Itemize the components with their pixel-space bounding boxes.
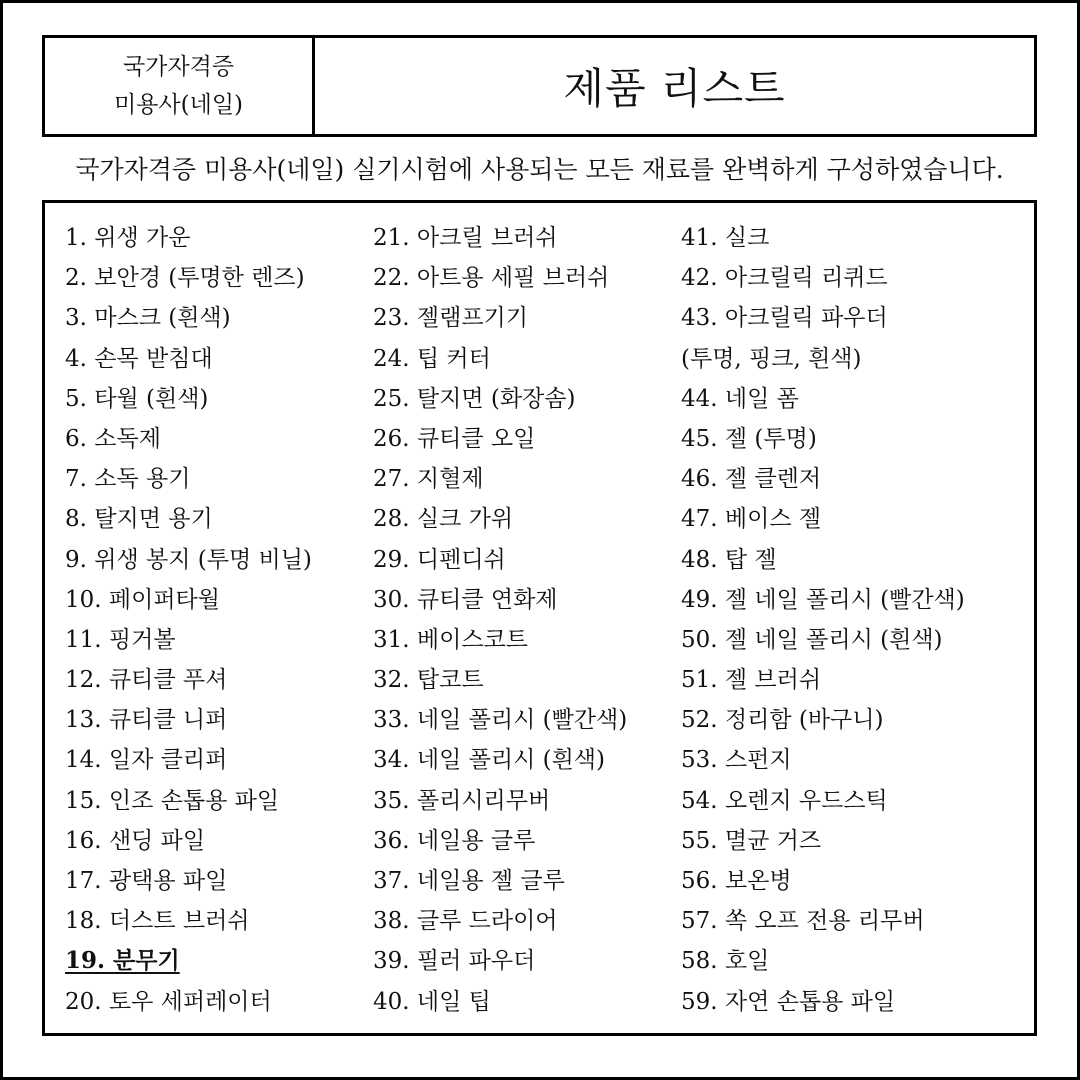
list-item: 12. 큐티클 푸셔 (65, 667, 228, 694)
list-item: 58. 호일 (681, 948, 770, 975)
list-item: 8. 탈지면 용기 (65, 506, 213, 533)
list-item: 31. 베이스코트 (373, 626, 528, 653)
list-item: 50. 젤 네일 폴리시 (흰색) (681, 626, 943, 653)
list-item: 37. 네일용 젤 글루 (373, 868, 565, 894)
list-item: 55. 멸균 거즈 (681, 827, 822, 854)
list-item: 28. 실크 가위 (373, 506, 514, 533)
list-item: 46. 젤 클렌저 (681, 466, 822, 493)
list-item: 47. 베이스 젤 (681, 506, 822, 533)
list-item: 24. 팁 커터 (373, 345, 491, 372)
list-item: 33. 네일 폴리시 (빨간색) (373, 707, 628, 734)
list-item: 32. 탑코트 (373, 667, 484, 694)
highlighted-list-item: 19. 분무기 (65, 947, 180, 975)
cert-line-1: 국가자격증 (122, 54, 235, 80)
list-item: 35. 폴리시리무버 (373, 787, 551, 814)
list-item: 53. 스펀지 (681, 747, 792, 774)
list-item: 4. 손목 받침대 (65, 345, 213, 372)
product-list (42, 200, 1037, 1036)
product-column-1 (65, 218, 365, 1022)
list-item: 42. 아크릴릭 리퀴드 (681, 265, 888, 292)
list-item: 49. 젤 네일 폴리시 (빨간색) (681, 586, 965, 613)
list-item: 34. 네일 폴리시 (흰색) (373, 747, 605, 774)
list-item: 26. 큐티클 오일 (373, 425, 536, 452)
product-column-2 (373, 218, 678, 1022)
list-item: 14. 일자 클리퍼 (65, 747, 228, 774)
list-item: 3. 마스크 (흰색) (65, 305, 231, 332)
list-item: 11. 핑거볼 (65, 626, 176, 653)
list-item: 43. 아크릴릭 파우더 (681, 305, 888, 332)
cert-line-2: 미용사(네일) (113, 92, 244, 118)
list-item: 23. 젤램프기기 (373, 305, 528, 332)
list-item: 29. 디펜디쉬 (373, 546, 506, 573)
list-item: 30. 큐티클 연화제 (373, 586, 558, 613)
list-item: 48. 탑 젤 (681, 546, 777, 573)
list-item-continuation: (투명, 핑크, 흰색) (681, 345, 862, 372)
list-item: 59. 자연 손톱용 파일 (681, 988, 896, 1015)
page-subtitle: 국가자격증 미용사(네일) 실기시험에 사용되는 모든 재료를 완벽하게 구성하였습니다. (75, 155, 1004, 184)
list-item: 17. 광택용 파일 (65, 868, 228, 894)
list-item: 22. 아트용 세필 브러쉬 (373, 265, 610, 292)
list-item: 36. 네일용 글루 (373, 827, 536, 854)
list-item: 52. 정리함 (바구니) (681, 707, 884, 734)
list-item: 7. 소독 용기 (65, 466, 191, 493)
list-item: 16. 샌딩 파일 (65, 827, 206, 854)
list-item: 9. 위생 봉지 (투명 비닐) (65, 546, 312, 573)
list-item: 54. 오렌지 우드스틱 (681, 787, 888, 814)
list-item: 2. 보안경 (투명한 렌즈) (65, 265, 305, 292)
list-item: 39. 필러 파우더 (373, 948, 536, 975)
list-item: 27. 지혈제 (373, 466, 484, 493)
list-item: 38. 글루 드라이어 (373, 908, 558, 935)
list-item: 13. 큐티클 니퍼 (65, 707, 228, 734)
list-item: 5. 타월 (흰색) (65, 385, 209, 412)
certification-label (45, 38, 315, 134)
list-item: 51. 젤 브러쉬 (681, 667, 822, 694)
list-item: 44. 네일 폼 (681, 385, 799, 412)
list-item: 56. 보온병 (681, 868, 792, 894)
header-box (42, 35, 1037, 137)
list-item: 20. 토우 세퍼레이터 (65, 988, 272, 1015)
list-item: 6. 소독제 (65, 425, 161, 452)
list-item: 1. 위생 가운 (65, 225, 191, 251)
list-item: 41. 실크 (681, 225, 770, 251)
page-title: 제품 리스트 (563, 64, 786, 113)
list-item: 10. 페이퍼타월 (65, 586, 220, 613)
list-item: 18. 더스트 브러쉬 (65, 908, 250, 935)
product-column-3 (681, 218, 1021, 1022)
list-item: 15. 인조 손톱용 파일 (65, 787, 280, 814)
list-item: 21. 아크릴 브러쉬 (373, 225, 558, 251)
list-item: 45. 젤 (투명) (681, 425, 817, 452)
list-item: 25. 탈지면 (화장솜) (373, 385, 576, 412)
list-item: 57. 쏙 오프 전용 리무버 (681, 908, 925, 935)
list-item: 40. 네일 팁 (373, 988, 491, 1015)
